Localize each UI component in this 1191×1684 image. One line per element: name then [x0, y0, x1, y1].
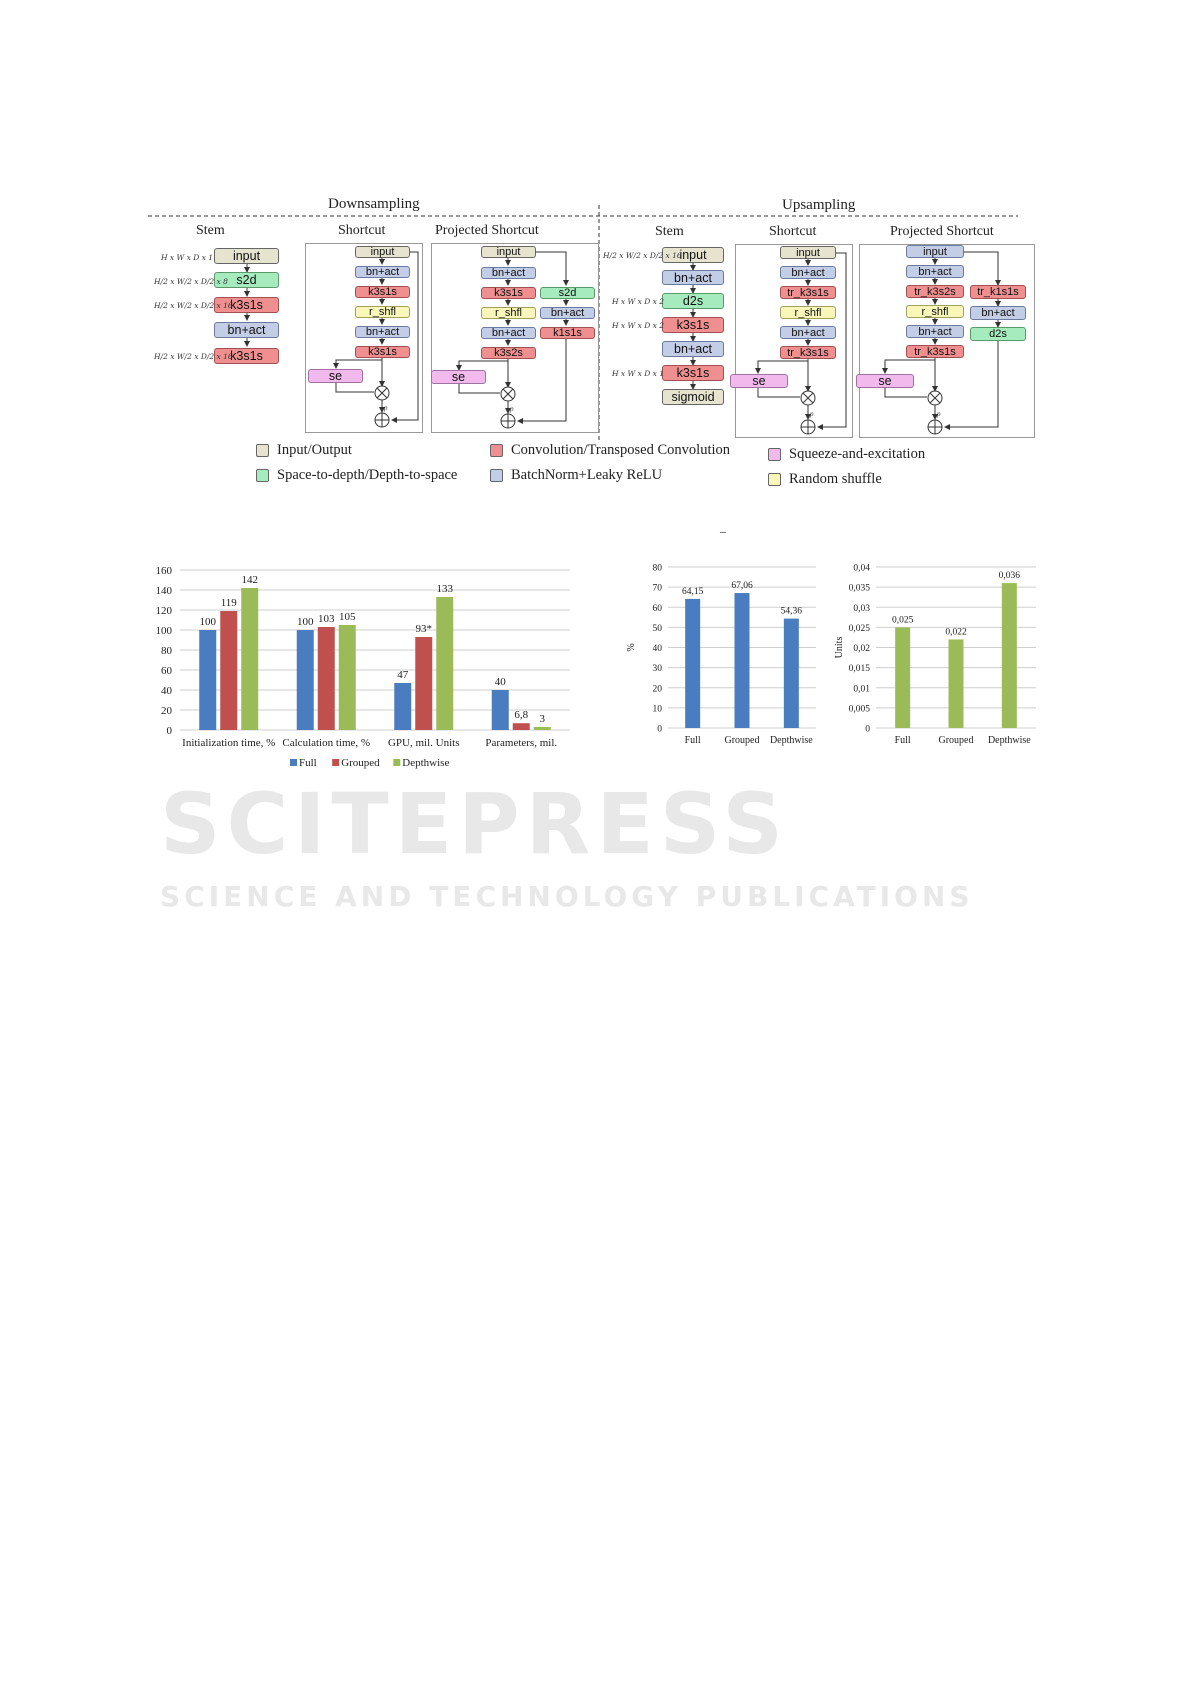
- x-tick-label: Full: [684, 735, 701, 746]
- legend-swatch: [490, 469, 503, 482]
- legend-label: Grouped: [341, 757, 380, 769]
- data-label: 64,15: [681, 586, 704, 597]
- data-label: 0,022: [945, 627, 967, 638]
- watermark-main: SCITEPRESS: [160, 775, 789, 873]
- up-projected-se: se: [856, 374, 914, 388]
- up-projected-block: bn+act: [906, 325, 964, 338]
- down-shortcut-block: k3s1s: [355, 346, 410, 358]
- bar: [949, 639, 964, 728]
- y-tick-label: 0,015: [848, 664, 870, 675]
- y-tick-label: 0: [865, 724, 870, 735]
- y-tick-label: 120: [155, 605, 172, 617]
- up-stem-block: sigmoid: [662, 389, 724, 405]
- down-shortcut-se: se: [308, 369, 363, 383]
- chart-units: [828, 555, 1048, 755]
- up-dim: H/2 x W/2 x D/2 x 16: [603, 251, 682, 260]
- down-stem-block: input: [214, 248, 279, 264]
- y-tick-label: 0,03: [853, 603, 870, 614]
- legend-swatch: [256, 444, 269, 457]
- y-tick-label: 10: [652, 704, 662, 715]
- data-label: 100: [297, 616, 314, 628]
- legend-input-output: [256, 442, 352, 459]
- legend-label: Depthwise: [402, 757, 450, 769]
- legend-squeeze-excitation: [768, 446, 925, 463]
- up-stem-block: k3s1s: [662, 317, 724, 333]
- down-projected-block: input: [481, 246, 536, 258]
- bar: [415, 637, 432, 730]
- bar: [199, 630, 216, 730]
- data-label: 100: [199, 616, 216, 628]
- y-axis-label: Units: [834, 636, 845, 659]
- legend-swatch: [393, 759, 400, 766]
- p-label: p: [937, 410, 941, 418]
- x-tick-label: Grouped: [724, 735, 760, 746]
- up-projected-branch-block: bn+act: [970, 306, 1026, 320]
- bar: [784, 619, 799, 728]
- legend-label: Convolution/Transposed Convolution: [511, 442, 731, 458]
- data-label: 142: [241, 574, 258, 586]
- x-tick-label: Parameters, mil.: [485, 737, 558, 749]
- up-projected-branch-block: d2s: [970, 327, 1026, 341]
- bar: [534, 727, 551, 730]
- bar: [735, 593, 750, 728]
- down-projected-title: Projected Shortcut: [435, 223, 539, 238]
- up-dim: H x W x D x 2: [612, 297, 665, 306]
- data-label: 93*: [415, 623, 432, 635]
- up-shortcut-title: Shortcut: [769, 224, 817, 239]
- up-shortcut-block: bn+act: [780, 266, 836, 279]
- legend-label: Space-to-depth/Depth-to-space: [277, 467, 458, 483]
- p-label: p: [810, 410, 814, 418]
- down-stem-title: Stem: [196, 223, 225, 238]
- down-stem-block: k3s1s: [214, 348, 279, 364]
- bar: [394, 683, 411, 730]
- up-stem-block: k3s1s: [662, 365, 724, 381]
- up-projected-block: bn+act: [906, 265, 964, 278]
- y-tick-label: 0,04: [853, 563, 870, 574]
- down-projected-se: se: [431, 370, 486, 384]
- data-label: 105: [339, 611, 356, 623]
- bar: [241, 588, 258, 730]
- y-tick-label: 20: [652, 684, 662, 695]
- x-tick-label: Grouped: [938, 735, 974, 746]
- up-projected-branch-block: tr_k1s1s: [970, 285, 1026, 299]
- data-label: 119: [220, 597, 237, 609]
- p-label: p: [384, 404, 388, 412]
- data-label: 103: [318, 613, 335, 625]
- bar: [1002, 583, 1017, 728]
- bar: [297, 630, 314, 730]
- y-tick-label: 20: [161, 705, 172, 717]
- up-projected-title: Projected Shortcut: [890, 224, 994, 239]
- down-projected-branch-block: s2d: [540, 287, 595, 299]
- chart-performance: [140, 555, 580, 770]
- up-projected-block: tr_k3s1s: [906, 345, 964, 358]
- x-tick-label: Full: [894, 735, 911, 746]
- up-stem-block: input: [662, 247, 724, 263]
- up-shortcut-block: tr_k3s1s: [780, 346, 836, 359]
- watermark-sub: SCIENCE AND TECHNOLOGY PUBLICATIONS: [160, 880, 974, 913]
- legend-label: Full: [299, 757, 317, 769]
- bar: [492, 690, 509, 730]
- bar: [685, 599, 700, 728]
- up-stem-title: Stem: [655, 224, 684, 239]
- down-dim: H/2 x W/2 x D/2 x 16: [154, 301, 233, 310]
- diagram-connectors: [0, 0, 1191, 470]
- up-projected-block: tr_k3s2s: [906, 285, 964, 298]
- up-shortcut-block: tr_k3s1s: [780, 286, 836, 299]
- y-tick-label: 50: [652, 623, 662, 634]
- down-projected-block: k3s1s: [481, 287, 536, 299]
- y-tick-label: 0,025: [848, 623, 870, 634]
- x-tick-label: Depthwise: [987, 735, 1031, 746]
- y-tick-label: 160: [155, 565, 172, 577]
- legend-swatch: [490, 444, 503, 457]
- up-stem-block: d2s: [662, 293, 724, 309]
- y-tick-label: 0: [657, 724, 662, 735]
- y-tick-label: 140: [155, 585, 172, 597]
- legend-label: Input/Output: [277, 442, 352, 458]
- x-tick-label: GPU, mil. Units: [387, 737, 460, 749]
- y-tick-label: 40: [652, 644, 662, 654]
- y-tick-label: 80: [652, 563, 662, 574]
- up-shortcut-block: input: [780, 246, 836, 259]
- down-shortcut-title: Shortcut: [338, 223, 386, 238]
- data-label: 6,8: [514, 709, 529, 722]
- y-tick-label: 0,01: [853, 684, 870, 695]
- data-label: 133: [436, 583, 453, 595]
- down-shortcut-block: bn+act: [355, 326, 410, 338]
- bar: [436, 597, 453, 730]
- legend-swatch: [256, 469, 269, 482]
- legend-batchnorm: [490, 467, 662, 484]
- down-projected-block: bn+act: [481, 327, 536, 339]
- down-projected-block: bn+act: [481, 267, 536, 279]
- x-tick-label: Depthwise: [769, 735, 813, 746]
- down-shortcut-block: k3s1s: [355, 286, 410, 298]
- down-shortcut-block: bn+act: [355, 266, 410, 278]
- up-dim: H x W x D x 2: [612, 321, 665, 330]
- data-label: 0,036: [998, 571, 1021, 582]
- y-axis-label: %: [626, 643, 637, 652]
- legend-space-to-depth: [256, 467, 457, 484]
- bar: [339, 625, 356, 730]
- chart-percent: [626, 555, 820, 755]
- y-tick-label: 60: [652, 603, 662, 614]
- legend-label: Squeeze-and-excitation: [789, 446, 926, 462]
- y-tick-label: 30: [652, 664, 662, 675]
- y-tick-label: 70: [652, 583, 662, 594]
- up-stem-block: bn+act: [662, 270, 724, 285]
- p-label: p: [510, 405, 514, 413]
- down-projected-block: r_shfl: [481, 307, 536, 319]
- down-stem-block: bn+act: [214, 322, 279, 338]
- bar: [220, 611, 237, 730]
- up-projected-block: input: [906, 245, 964, 258]
- down-stem-block: k3s1s: [214, 297, 279, 313]
- data-label: 67,06: [731, 581, 753, 592]
- up-shortcut-block: r_shfl: [780, 306, 836, 319]
- down-projected-branch-block: bn+act: [540, 307, 595, 319]
- down-dim: H/2 x W/2 x D/2 x 8: [154, 277, 228, 286]
- down-projected-block: k3s2s: [481, 347, 536, 359]
- y-tick-label: 100: [155, 625, 172, 637]
- data-label: 40: [494, 676, 506, 688]
- data-label: 47: [397, 669, 409, 681]
- legend-convolution: [490, 442, 730, 459]
- bar: [318, 627, 335, 730]
- bar: [895, 627, 910, 728]
- up-shortcut-se: se: [730, 374, 788, 388]
- legend-swatch: [768, 473, 781, 486]
- upsampling-title: Upsampling: [782, 197, 856, 213]
- y-tick-label: 0,035: [848, 583, 870, 594]
- x-tick-label: Calculation time, %: [282, 737, 371, 749]
- legend-random-shuffle: [768, 471, 882, 488]
- dash-mark: –: [720, 524, 726, 538]
- bar: [513, 723, 530, 730]
- legend-swatch: [332, 759, 339, 766]
- down-dim: H/2 x W/2 x D/2 x 16: [154, 352, 233, 361]
- y-tick-label: 0,02: [853, 644, 870, 654]
- legend-label: BatchNorm+Leaky ReLU: [511, 467, 663, 483]
- y-tick-label: 40: [161, 685, 172, 697]
- up-stem-block: bn+act: [662, 341, 724, 357]
- up-projected-block: r_shfl: [906, 305, 964, 318]
- up-shortcut-block: bn+act: [780, 326, 836, 339]
- y-tick-label: 80: [161, 645, 172, 657]
- down-projected-branch-block: k1s1s: [540, 327, 595, 339]
- down-shortcut-block: r_shfl: [355, 306, 410, 318]
- down-shortcut-block: input: [355, 246, 410, 258]
- down-dim: H x W x D x 1: [161, 253, 214, 262]
- down-stem-block: s2d: [214, 272, 279, 288]
- y-tick-label: 0: [166, 725, 172, 737]
- up-dim: H x W x D x 1: [612, 369, 665, 378]
- data-label: 54,36: [780, 606, 803, 617]
- legend-swatch: [290, 759, 297, 766]
- legend-label: Random shuffle: [789, 471, 882, 487]
- y-tick-label: 60: [161, 665, 172, 677]
- downsampling-title: Downsampling: [328, 196, 420, 212]
- data-label: 0,025: [891, 615, 914, 626]
- legend-swatch: [768, 448, 781, 461]
- y-tick-label: 0,005: [848, 704, 870, 715]
- data-label: 3: [539, 713, 545, 725]
- x-tick-label: Initialization time, %: [182, 737, 276, 749]
